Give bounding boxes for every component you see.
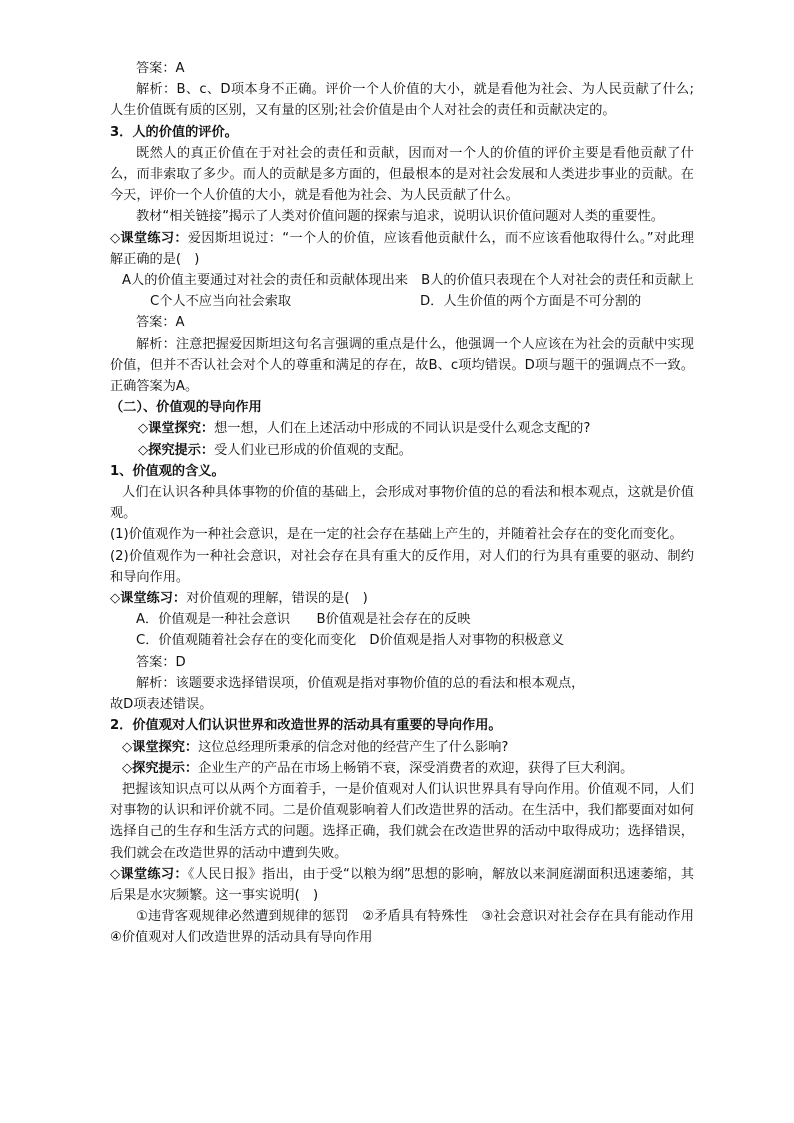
body-paragraph: (1)价值观作为一种社会意识，是在一定的社会存在基础上产生的，并随着社会存在的变化而变化。 [110,527,683,543]
hint-line [110,440,694,461]
inquiry-label: ◇课堂探究： [122,739,199,755]
hint-text: 企业生产的产品在市场上畅销不衰，深受消费者的欢迎，获得了巨大利润。 [198,760,634,776]
body-paragraph: (2)价值观作为一种社会意识，对社会存在具有重大的反作用，对人们的行为具有重要的驱动、制约和导向作用。 [110,548,694,585]
hint-label: ◇探究提示： [122,760,199,776]
option-d: D．人生价值的两个方面是不可分割的 [420,294,642,310]
answer-line: 答案：A [136,61,185,76]
inquiry-text: 这位总经理所秉承的信念对他的经营产生了什么影响? [198,739,509,755]
body-paragraph: 教材“相关链接”揭示了人类对价值问题的探索与追求，说明认识价值问题对人类的重要性。 [136,209,664,225]
exercise-label: ◇课堂练习： [110,230,188,246]
answer-line: 答案：A [136,315,185,331]
analysis-paragraph: 解析：B、c、D项本身不正确。评价一个人价值的大小，就是看他为社会、为人民贡献了什么;人生价值既有质的区别，又有量的区别;社会价值是由个人对社会的责任和贡献决定的。 [110,82,694,119]
hint-text: 受人们业已形成的价值观的支配。 [214,442,412,458]
inquiry-text: 想一想，人们在上述活动中形成的不同认识是受什么观念支配的? [214,421,591,437]
section-heading: 3．人的价值的评价。 [110,124,238,140]
exercise-text: 《人民日报》指出，由于受“以粮为纲”思想的影响，解放以来洞庭湖面积迅速萎缩，其后果是水灾频繁。这一事实说明( ) [110,866,694,903]
analysis-paragraph: 解析：注意把握爱因斯坦这句名言强调的重点是什么，他强调一个人应该在为社会的贡献中实现价值，但并不否认社会对个人的尊重和满足的存在，故B、c项均错误。D项与题干的强调点不一致。正确答案为A。 [110,336,694,395]
exercise-label: ◇课堂练习： [110,591,187,607]
exercise-question [110,588,694,609]
inquiry-line [110,418,694,439]
inquiry-label: ◇课堂探究： [138,421,215,437]
section-heading: 1、价值观的含义。 [110,463,225,479]
body-paragraph: 既然人的真正价值在于对社会的责任和贡献，因而对一个人的价值的评价主要是看他贡献了什么，而非索取了多少。而人的贡献是多方面的，但最根本的是对社会发展和人类进步事业的贡献。在今天，评价一个人价值的大小，就是看他为社会、为人民贡献了什么。 [110,145,694,204]
exercise-options: A．价值观是一种社会意识 B价值观是社会存在的反映 [136,612,471,628]
inquiry-line [110,737,694,758]
analysis-line: 故D项表述错误。 [110,697,213,713]
exercise-options-row [110,291,694,312]
exercise-options: A人的价值主要通过对社会的责任和贡献体现出来 B人的价值只表现在个人对社会的责任和贡献上 [122,273,694,289]
hint-label: ◇探究提示： [138,442,215,458]
exercise-options: C．价值观随着社会存在的变化而变化 D价值观是指人对事物的积极意义 [136,633,565,649]
option-c: C个人不应当向社会索取 [150,294,292,310]
analysis-line: 解析：该题要求选择错误项，价值观是指对事物价值的总的看法和根本观点， [136,675,585,691]
exercise-text: 爱因斯坦说过：“一个人的价值，应该看他贡献什么，而不应该看他取得什么。”对此理解正确的是( ) [110,230,694,267]
section-heading: 2．价值观对人们认识世界和改造世界的活动具有重要的导向作用。 [110,718,502,734]
exercise-question [110,864,694,906]
hint-line [110,758,694,779]
exercise-text: 对价值观的理解，错误的是( ) [186,591,368,607]
answer-line: 答案：D [136,654,186,670]
section-heading: （二）、价值观的导向作用 [110,400,262,416]
exercise-question [110,228,694,270]
body-paragraph: 人们在认识各种具体事物的价值的基础上，会形成对事物价值的总的看法和根本观点，这就是价值观。 [110,485,694,522]
exercise-label: ◇课堂练习： [110,866,188,882]
exercise-options: ①违背客观规律必然遭到规律的惩罚 ②矛盾具有特殊性 ③社会意识对社会存在具有能动作用④价值观对人们改造世界的活动具有导向作用 [110,909,694,946]
body-paragraph: 把握该知识点可以从两个方面着手，一是价值观对人们认识世界具有导向作用。价值观不同，人们对事物的认识和评价就不同。二是价值观影响着人们改造世界的活动。在生活中，我们都要面对如何选择自己的生存和生活方式的问题。选择正确，我们就会在改造世界的活动中取得成功；选择错误，我们就会在改造世界的活动中遭到失败。 [110,781,694,861]
